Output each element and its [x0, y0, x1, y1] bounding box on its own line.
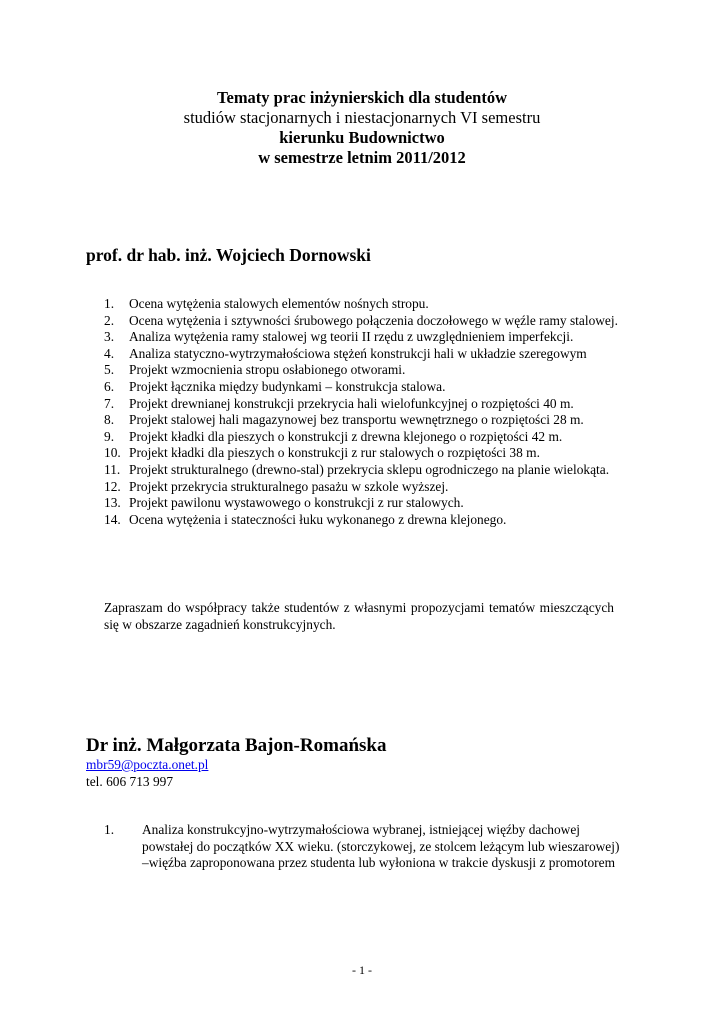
list-item	[104, 346, 624, 363]
list-text: Projekt łącznika między budynkami – konstrukcja stalowa.	[129, 378, 446, 394]
list-number: 5.	[104, 362, 115, 378]
list-item	[104, 379, 624, 396]
list-item	[104, 296, 624, 313]
header-semester: w semestrze letnim 2011/2012	[258, 148, 466, 167]
header-title: Tematy prac inżynierskich dla studentów	[217, 88, 507, 107]
list-item	[104, 313, 624, 330]
list-number: 1.	[104, 296, 115, 311]
list-number: 9.	[104, 428, 115, 444]
list-text: Projekt strukturalnego (drewno-stal) przekrycia sklepu ogrodniczego na planie wielokąta.	[129, 461, 610, 477]
supervisor-name-1: prof. dr hab. inż. Wojciech Dornowski	[86, 245, 371, 265]
list-number: 13.	[104, 495, 121, 511]
list-text: Analiza konstrukcyjno-wytrzymałościowa wybranej, istniejącej więźby dachowej powstałej do początków XX wieku. (storczykowej, ze stolcem leżącym lub wieszarowej) –więźba zaproponowana przez studenta lub wyłoniona w trakcie dyskusji z promotorem	[142, 822, 620, 871]
list-item	[104, 329, 624, 346]
topic-list-1	[104, 296, 624, 528]
list-text: Projekt kładki dla pieszych o konstrukcji z drewna klejonego o rozpiętości 42 m.	[129, 428, 563, 444]
list-number: 6.	[104, 378, 115, 394]
list-text: Projekt drewnianej konstrukcji przekrycia hali wielofunkcyjnej o rozpiętości 40 m.	[129, 395, 574, 411]
list-item	[104, 495, 624, 512]
list-text: Projekt stalowej hali magazynowej bez transportu wewnętrznego o rozpiętości 28 m.	[129, 412, 584, 428]
list-number: 14.	[104, 511, 121, 527]
list-item	[104, 445, 624, 462]
list-text: Ocena wytężenia i sztywności śrubowego połączenia doczołowego w węźle ramy stalowej.	[129, 312, 618, 328]
list-number: 10.	[104, 445, 121, 461]
list-text: Analiza statyczno-wytrzymałościowa stężeń konstrukcji hali w układzie szeregowym	[129, 345, 587, 361]
list-item	[104, 362, 624, 379]
list-item	[104, 429, 624, 446]
supervisor-name-2: Dr inż. Małgorzata Bajon-Romańska	[86, 735, 387, 756]
page-number: - 1 -	[352, 963, 372, 977]
topic-list-2	[104, 822, 624, 872]
list-text: Projekt pawilonu wystawowego o konstrukcji z rur stalowych.	[129, 495, 464, 511]
list-text: Ocena wytężenia i stateczności łuku wykonanego z drewna klejonego.	[129, 511, 507, 527]
invitation-paragraph: Zapraszam do współpracy także studentów z własnymi propozycjami tematów mieszczących się w obszarze zagadnień konstrukcyjnych.	[104, 600, 614, 632]
list-item	[104, 462, 624, 479]
header-field: kierunku Budownictwo	[279, 128, 445, 147]
list-number: 12.	[104, 478, 121, 494]
list-text: Analiza wytężenia ramy stalowej wg teorii II rzędu z uwzględnieniem imperfekcji.	[129, 329, 574, 345]
list-text: Projekt kładki dla pieszych o konstrukcji z rur stalowych o rozpiętości 38 m.	[129, 445, 540, 461]
list-item	[104, 412, 624, 429]
list-item	[104, 512, 624, 529]
phone-number: tel. 606 713 997	[86, 773, 174, 789]
list-item	[104, 822, 624, 872]
list-item	[104, 479, 624, 496]
list-number: 7.	[104, 395, 115, 411]
list-item	[104, 396, 624, 413]
list-number: 11.	[104, 461, 121, 477]
list-text: Projekt przekrycia strukturalnego pasażu w szkole wyższej.	[129, 478, 449, 494]
document-header	[0, 88, 724, 168]
list-number: 3.	[104, 329, 115, 345]
list-text: Ocena wytężenia stalowych elementów nośnych stropu.	[129, 296, 429, 311]
list-number: 8.	[104, 412, 115, 428]
header-subtitle: studiów stacjonarnych i niestacjonarnych VI semestru	[183, 108, 541, 127]
contact-info	[86, 757, 208, 790]
list-number: 2.	[104, 312, 115, 328]
email-link[interactable]: mbr59@poczta.onet.pl	[86, 757, 209, 772]
list-text: Projekt wzmocnienia stropu osłabionego otworami.	[129, 362, 406, 378]
list-number: 4.	[104, 345, 115, 361]
list-number: 1.	[104, 822, 115, 837]
